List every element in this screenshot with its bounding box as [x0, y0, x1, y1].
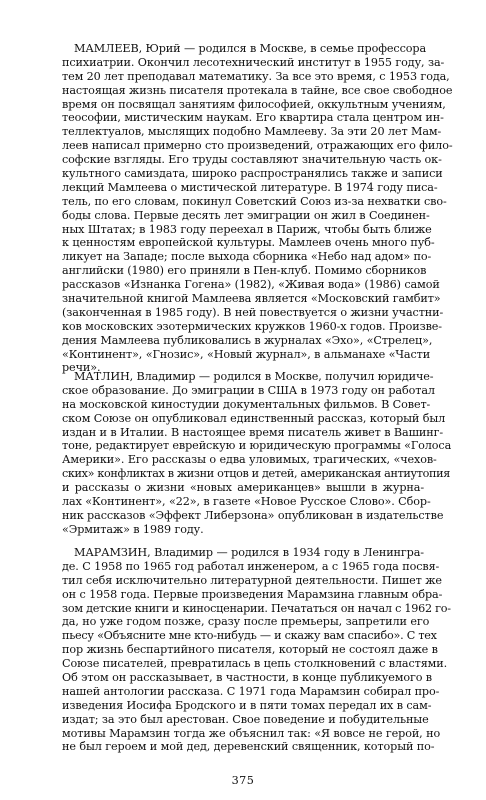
- text-line: речи».: [62, 361, 101, 375]
- entry-mamleev: [62, 42, 453, 375]
- text-line: пор жизнь беспартийного писателя, который не состоял даже в: [62, 643, 438, 657]
- text-line: дения Мамлеева публиковались в журналах «Эхо», «Стрелец»,: [62, 333, 433, 347]
- text-line: теллектуалов, мыслящих подобно Мамлееву. За эти 20 лет Мам-: [62, 125, 442, 139]
- text-line: ское образование. До эмиграции в США в 1973 году он работал: [62, 383, 435, 397]
- text-line: издан и в Италии. В настоящее время писатель живет в Вашинг-: [62, 425, 444, 439]
- text-line: ском Союзе он опубликовал единственный рассказ, который был: [62, 411, 446, 425]
- text-line: боды слова. Первые десять лет эмиграции он жил в Соединен-: [62, 208, 430, 222]
- text-line: ликует на Западе; после выхода сборника «Небо над адом» по-: [62, 250, 432, 264]
- text-line: психиатрии. Окончил лесотехнический институт в 1955 году, за-: [62, 55, 445, 69]
- text-line: зом детские книги и киносценарии. Печататься он начал с 1962 го-: [62, 601, 451, 615]
- text-line: лах «Континент», «22», в газете «Новое Русское Слово». Сбор-: [62, 495, 431, 509]
- text-line: да, но уже годом позже, сразу после премьеры, запретили его: [62, 615, 430, 629]
- text-line: леев написал примерно сто произведений, отражающих его фило-: [62, 139, 453, 153]
- page-number: 375: [231, 774, 255, 787]
- text-line: культного самиздата, широко распространялись также и записи: [62, 167, 443, 181]
- text-line: значительной книгой Мамлеева является «Московский гамбит»: [62, 292, 441, 306]
- text-line: ков московских эзотермических кружков 1960-х годов. Произве-: [62, 319, 442, 333]
- text-line: де. С 1958 по 1965 год работал инженером, а с 1965 года посвя-: [62, 559, 440, 573]
- text-line: английски (1980) его приняли в Пен-клуб. Помимо сборников: [62, 264, 427, 278]
- text-line: тил себя исключительно литературной деятельности. Пишет же: [62, 573, 442, 587]
- text-line: Америки». Его рассказы о едва уловимых, трагических, «чехов-: [62, 453, 437, 467]
- text-line: тоне, редактирует еврейскую и юридическую программы «Голоса: [62, 439, 452, 453]
- text-line: ских» конфликтах в жизни отцов и детей, американская антиутопия: [62, 467, 450, 481]
- text-line: он с 1958 года. Первые произведения Марамзина главным обра-: [62, 587, 443, 601]
- text-line: рассказов «Изнанка Гогена» (1982), «Живая вода» (1986) самой: [62, 278, 440, 292]
- entry-matlin: [62, 370, 452, 537]
- text-line: изведения Иосифа Бродского и в пяти томах передал их в сам-: [62, 698, 432, 712]
- text-line: не был героем и мой дед, деревенский священник, который по-: [62, 740, 435, 754]
- text-line: тем 20 лет преподавал математику. За все это время, с 1953 года,: [62, 69, 450, 83]
- text-line: и рассказы о жизни «новых американцев» вышли в журна-: [62, 481, 424, 495]
- text-line: настоящая жизнь писателя протекала в тайне, все свое свободное: [62, 83, 453, 97]
- text-line: издат; за это был арестован. Свое поведение и побудительные: [62, 712, 429, 726]
- text-line: пьесу «Объясните мне кто-нибудь — и скажу вам спасибо». С тех: [62, 629, 437, 643]
- text-line: к ценностям европейской культуры. Мамлеев очень много пуб-: [62, 236, 435, 250]
- text-line: софские взгляды. Его труды составляют значительную часть ок-: [62, 153, 442, 167]
- text-line: мотивы Марамзин тогда же объяснил так: «Я вовсе не герой, но: [62, 726, 441, 740]
- text-line: МАРАМЗИН, Владимир — родился в 1934 году в Ленингра-: [74, 546, 424, 559]
- text-line: ных Штатах; в 1983 году переехал в Париж, чтобы быть ближе: [62, 222, 432, 236]
- text-line: Об этом он рассказывает, в частности, в конце публикуемого в: [62, 671, 433, 685]
- text-line: (законченная в 1985 году). В ней повествуется о жизни участни-: [62, 305, 444, 319]
- text-line: нашей антологии рассказа. С 1971 года Марамзин собирал про-: [62, 684, 440, 698]
- text-line: ник рассказов «Эффект Либерзона» опубликован в издательстве: [62, 508, 444, 522]
- text-line: время он посвящал занятиям философией, оккультным учениям,: [62, 97, 446, 111]
- text-line: Союзе писателей, превратилась в цепь столкновений с властями.: [62, 657, 448, 671]
- text-line: на московской киностудии документальных фильмов. В Совет-: [62, 397, 431, 411]
- text-line: лекций Мамлеева о мистической литературе. В 1974 году писа-: [62, 180, 438, 194]
- entry-maramzin: [62, 546, 451, 754]
- text-line: МАМЛЕЕВ, Юрий — родился в Москве, в семье профессора: [74, 42, 427, 55]
- text-line: тель, по его словам, покинул Советский Союз из-за нехватки сво-: [62, 194, 447, 208]
- text-line: «Континент», «Гнозис», «Новый журнал», в альманахе «Части: [62, 347, 431, 361]
- text-line: «Эрмитаж» в 1989 году.: [62, 522, 204, 536]
- text-line: теософии, мистическим наукам. Его квартира стала центром ин-: [62, 111, 444, 125]
- text-line: МАТЛИН, Владимир — родился в Москве, получил юридиче-: [74, 370, 434, 383]
